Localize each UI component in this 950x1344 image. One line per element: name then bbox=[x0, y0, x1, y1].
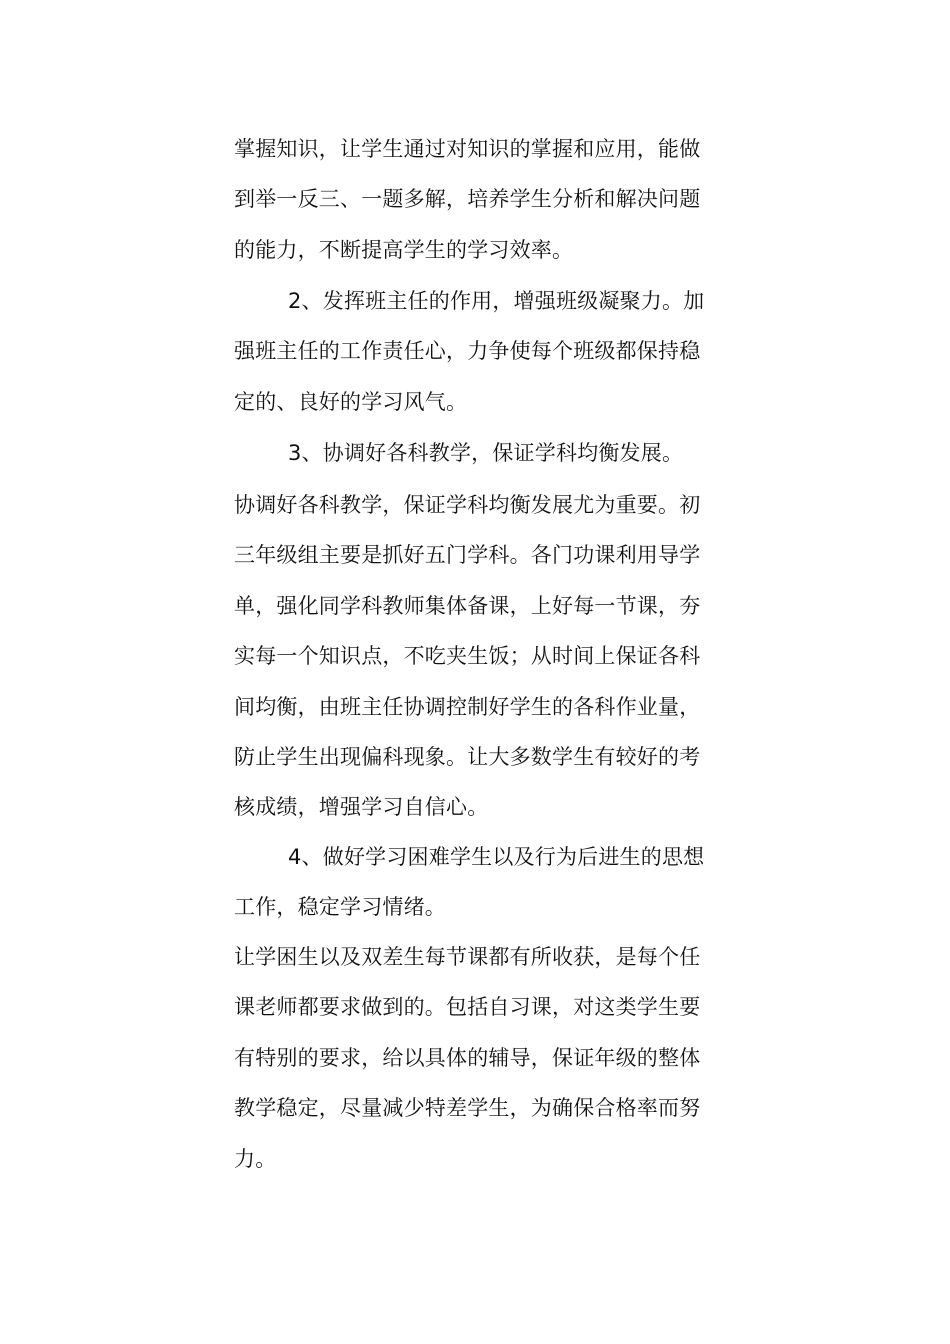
paragraph-line: 到举一反三、一题多解，培养学生分析和解决问题 bbox=[234, 187, 701, 212]
paragraph-line: 课老师都要求做到的。包括自习课，对这类学生要 bbox=[234, 995, 701, 1020]
paragraph-line: 强班主任的工作责任心，力争使每个班级都保持稳 bbox=[234, 339, 701, 364]
paragraph-4 bbox=[234, 480, 724, 833]
paragraph-line: 有特别的要求，给以具体的辅导，保证年级的整体 bbox=[234, 1045, 701, 1070]
paragraph-line: 2、发挥班主任的作用，增强班级凝聚力。加 bbox=[288, 289, 705, 313]
paragraph-line: 实每一个知识点，不吃夹生饭；从时间上保证各科 bbox=[234, 644, 701, 669]
paragraph-2 bbox=[234, 276, 724, 427]
paragraph-line: 防止学生出现偏科现象。让大多数学生有较好的考 bbox=[234, 744, 701, 769]
paragraph-line: 定的、良好的学习风气。 bbox=[234, 389, 468, 414]
paragraph-3-heading bbox=[234, 428, 724, 478]
paragraph-6 bbox=[234, 932, 724, 1184]
paragraph-line: 教学稳定，尽量减少特差学生，为确保合格率而努 bbox=[234, 1096, 701, 1121]
section-heading: 3、协调好各科教学，保证学科均衡发展。 bbox=[288, 441, 684, 465]
paragraph-line: 工作，稳定学习情绪。 bbox=[234, 895, 446, 920]
paragraph-line: 的能力，不断提高学生的学习效率。 bbox=[234, 237, 574, 262]
section-heading: 4、做好学习困难学生以及行为后进生的思想 bbox=[288, 845, 705, 869]
paragraph-line: 掌握知识，让学生通过对知识的掌握和应用，能做 bbox=[234, 137, 701, 161]
paragraph-line: 三年级组主要是抓好五门学科。各门功课利用导学 bbox=[234, 543, 701, 568]
paragraph-line: 力。 bbox=[234, 1146, 277, 1171]
paragraph-line: 核成绩，增强学习自信心。 bbox=[234, 795, 489, 820]
paragraph-line: 协调好各科教学，保证学科均衡发展尤为重要。初 bbox=[234, 493, 701, 517]
paragraph-line: 让学困生以及双差生每节课都有所收获，是每个任 bbox=[234, 945, 701, 969]
paragraph-line: 单，强化同学科教师集体备课，上好每一节课，夯 bbox=[234, 593, 701, 618]
paragraph-1 bbox=[234, 124, 724, 275]
paragraph-5 bbox=[234, 832, 724, 933]
paragraph-line: 间均衡，由班主任协调控制好学生的各科作业量， bbox=[234, 694, 701, 719]
